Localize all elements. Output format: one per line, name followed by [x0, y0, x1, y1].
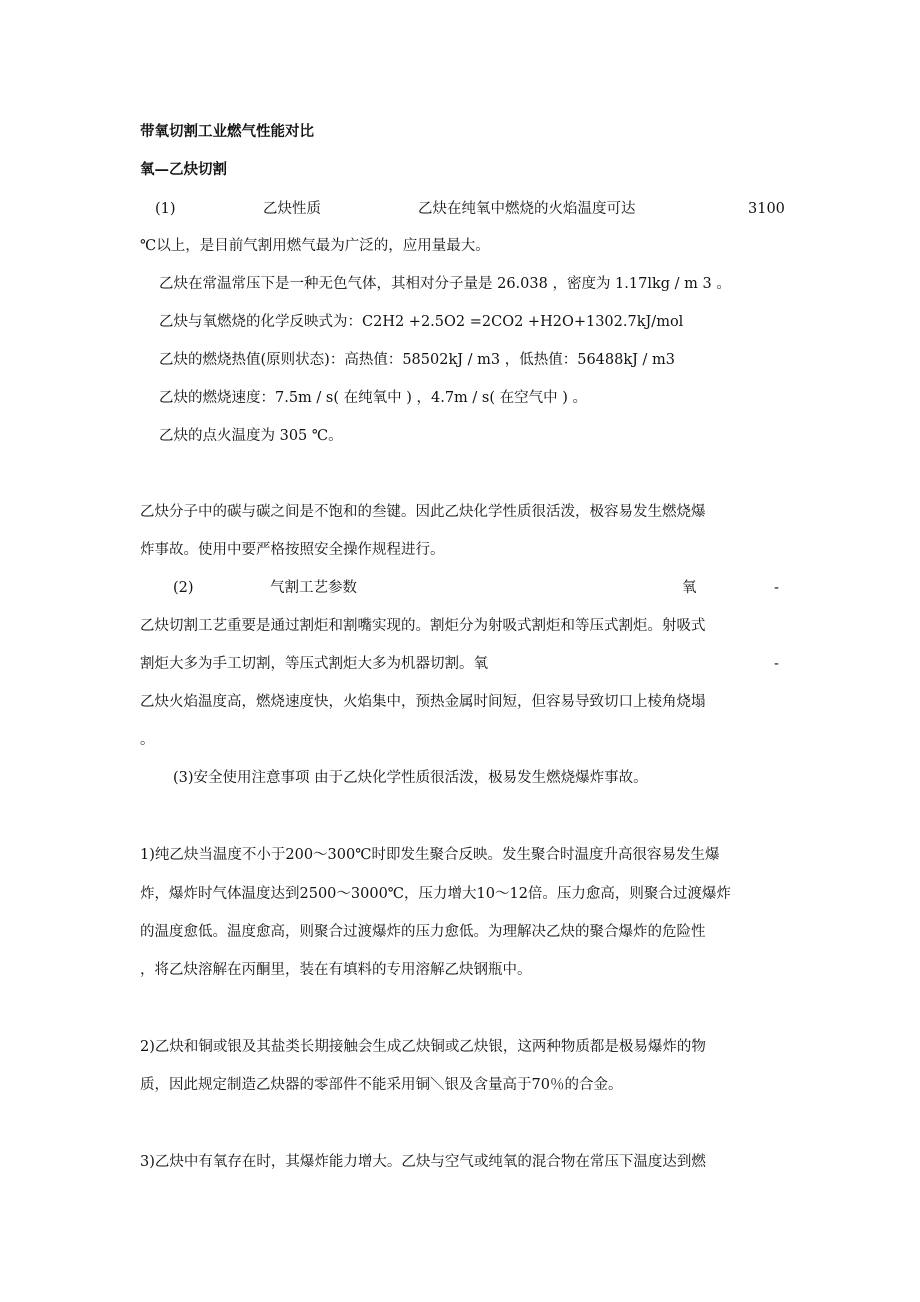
section-subtitle: 氧—乙炔切割 — [140, 161, 227, 178]
section-2-dash-2: - — [774, 656, 779, 672]
paragraph-line: 乙炔切割工艺重要是通过割炬和割嘴实现的。割炬分为射吸式割炬和等压式割炬。射吸式 — [140, 618, 706, 634]
paragraph-line: 乙炔分子中的碳与碳之间是不饱和的叁键。因此乙炔化学性质很活泼，极容易发生燃烧爆 — [140, 504, 706, 520]
paragraph-line: 3)乙炔中有氧存在时，其爆炸能力增大。乙炔与空气或纯氧的混合物在常压下温度达到燃 — [140, 1154, 706, 1170]
document-title: 带氧切割工业燃气性能对比 — [140, 123, 314, 140]
property-line: 乙炔与氧燃烧的化学反映式为：C2H2 +2.5O2 =2CO2 +H2O+1302.7kJ/mol — [159, 314, 684, 330]
paragraph-line: 炸，爆炸时气体温度达到2500～3000℃，压力增大10～12倍。压力愈高，则聚合过渡爆炸 — [140, 886, 731, 902]
property-line: 乙炔在常温常压下是一种无色气体，其相对分子量是 26.038 ，密度为 1.17lkg / m 3 。 — [159, 276, 731, 292]
property-line: 乙炔的燃烧热值(原则状态)：高热值：58502kJ / m3 ，低热值：56488kJ / m3 — [159, 352, 676, 368]
section-2-heading: 气割工艺参数 — [270, 580, 357, 596]
section-2-dash: - — [774, 580, 779, 596]
paragraph-line: 2)乙炔和铜或银及其盐类长期接触会生成乙炔铜或乙炔银，这两种物质都是极易爆炸的物 — [140, 1039, 706, 1055]
section-1-number: (1) — [155, 201, 176, 217]
section-2-word: 氧 — [682, 580, 697, 596]
paragraph-line: ，将乙炔溶解在丙酮里，装在有填料的专用溶解乙炔钢瓶中。 — [140, 962, 532, 978]
section-1-value: 3100 — [748, 201, 785, 217]
property-line: 乙炔的燃烧速度：7.5m / s( 在纯氧中 ) ，4.7m / s( 在空气中 ) 。 — [159, 390, 587, 406]
section-1-heading: 乙炔性质 — [263, 201, 321, 217]
section-1-continuation: ℃以上，是目前气割用燃气最为广泛的，应用量最大。 — [140, 238, 490, 254]
paragraph-line: 炸事故。使用中要严格按照安全操作规程进行。 — [140, 542, 445, 558]
paragraph-line: 割炬大多为手工切割，等压式割炬大多为机器切割。氧 — [140, 656, 488, 672]
paragraph-line: 质，因此规定制造乙炔器的零部件不能采用铜＼银及含量高于70％的合金。 — [140, 1077, 623, 1093]
paragraph-line: 1)纯乙炔当温度不小于200～300℃时即发生聚合反映。发生聚合时温度升高很容易发生爆 — [140, 847, 720, 863]
property-line: 乙炔的点火温度为 305 ℃。 — [159, 428, 343, 444]
paragraph-line: 。 — [140, 732, 155, 748]
paragraph-line: 的温度愈低。温度愈高，则聚合过渡爆炸的压力愈低。为理解决乙炔的聚合爆炸的危险性 — [140, 924, 706, 940]
section-3-heading: (3)安全使用注意事项 由于乙炔化学性质很活泼，极易发生燃烧爆炸事故。 — [173, 770, 648, 786]
paragraph-line: 乙炔火焰温度高，燃烧速度快，火焰集中，预热金属时间短，但容易导致切口上棱角烧塌 — [140, 694, 706, 710]
section-2-number: (2) — [173, 580, 194, 596]
section-1-lead: 乙炔在纯氧中燃烧的火焰温度可达 — [418, 201, 636, 217]
